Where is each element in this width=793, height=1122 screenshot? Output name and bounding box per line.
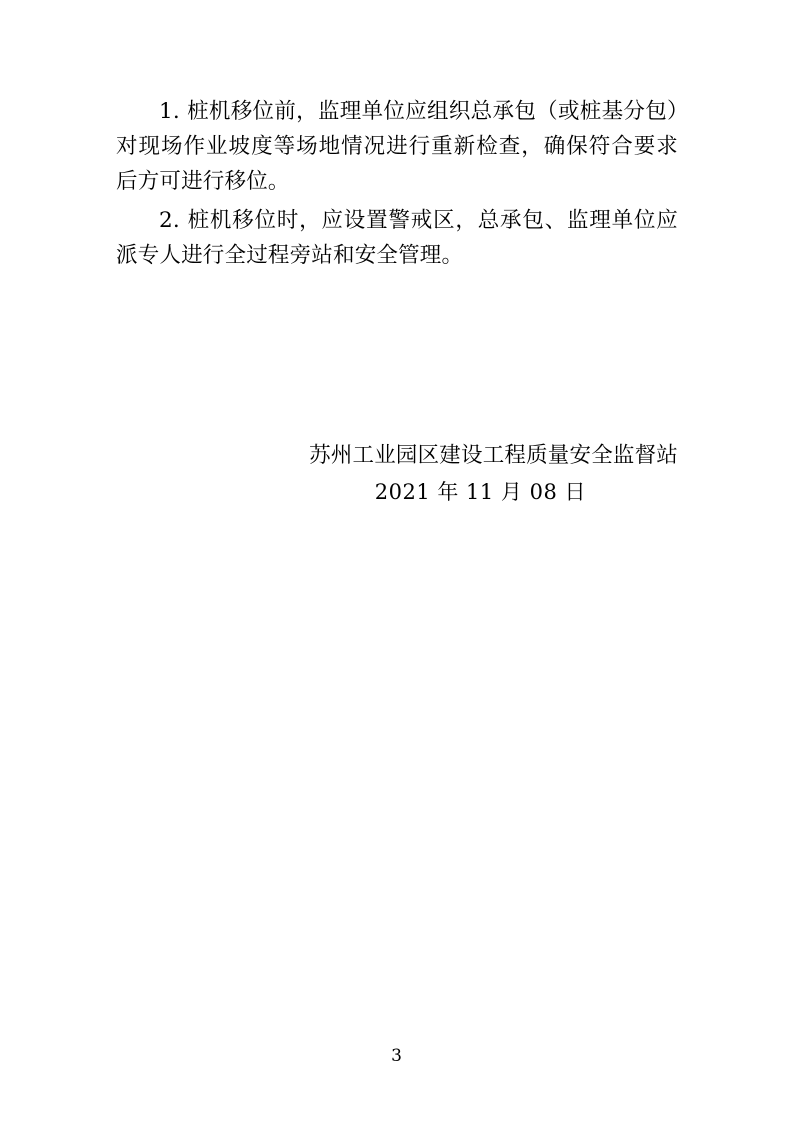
issue-date: 2021 年 11 月 08 日 [374,480,586,504]
issuing-organization: 苏州工业园区建设工程质量安全监督站 [309,443,678,468]
paragraph-1: 1. 桩机移位前，监理单位应组织总承包（或桩基分包）对现场作业坡度等场地情况进行重新检查，确保符合要求后方可进行移位。 [116,99,678,194]
signature-block [116,437,678,511]
page-number: 3 [391,1046,402,1066]
paragraph-2: 2. 桩机移位时，应设置警戒区，总承包、监理单位应派专人进行全过程旁站和安全管理。 [116,208,678,268]
document-body [116,94,678,273]
